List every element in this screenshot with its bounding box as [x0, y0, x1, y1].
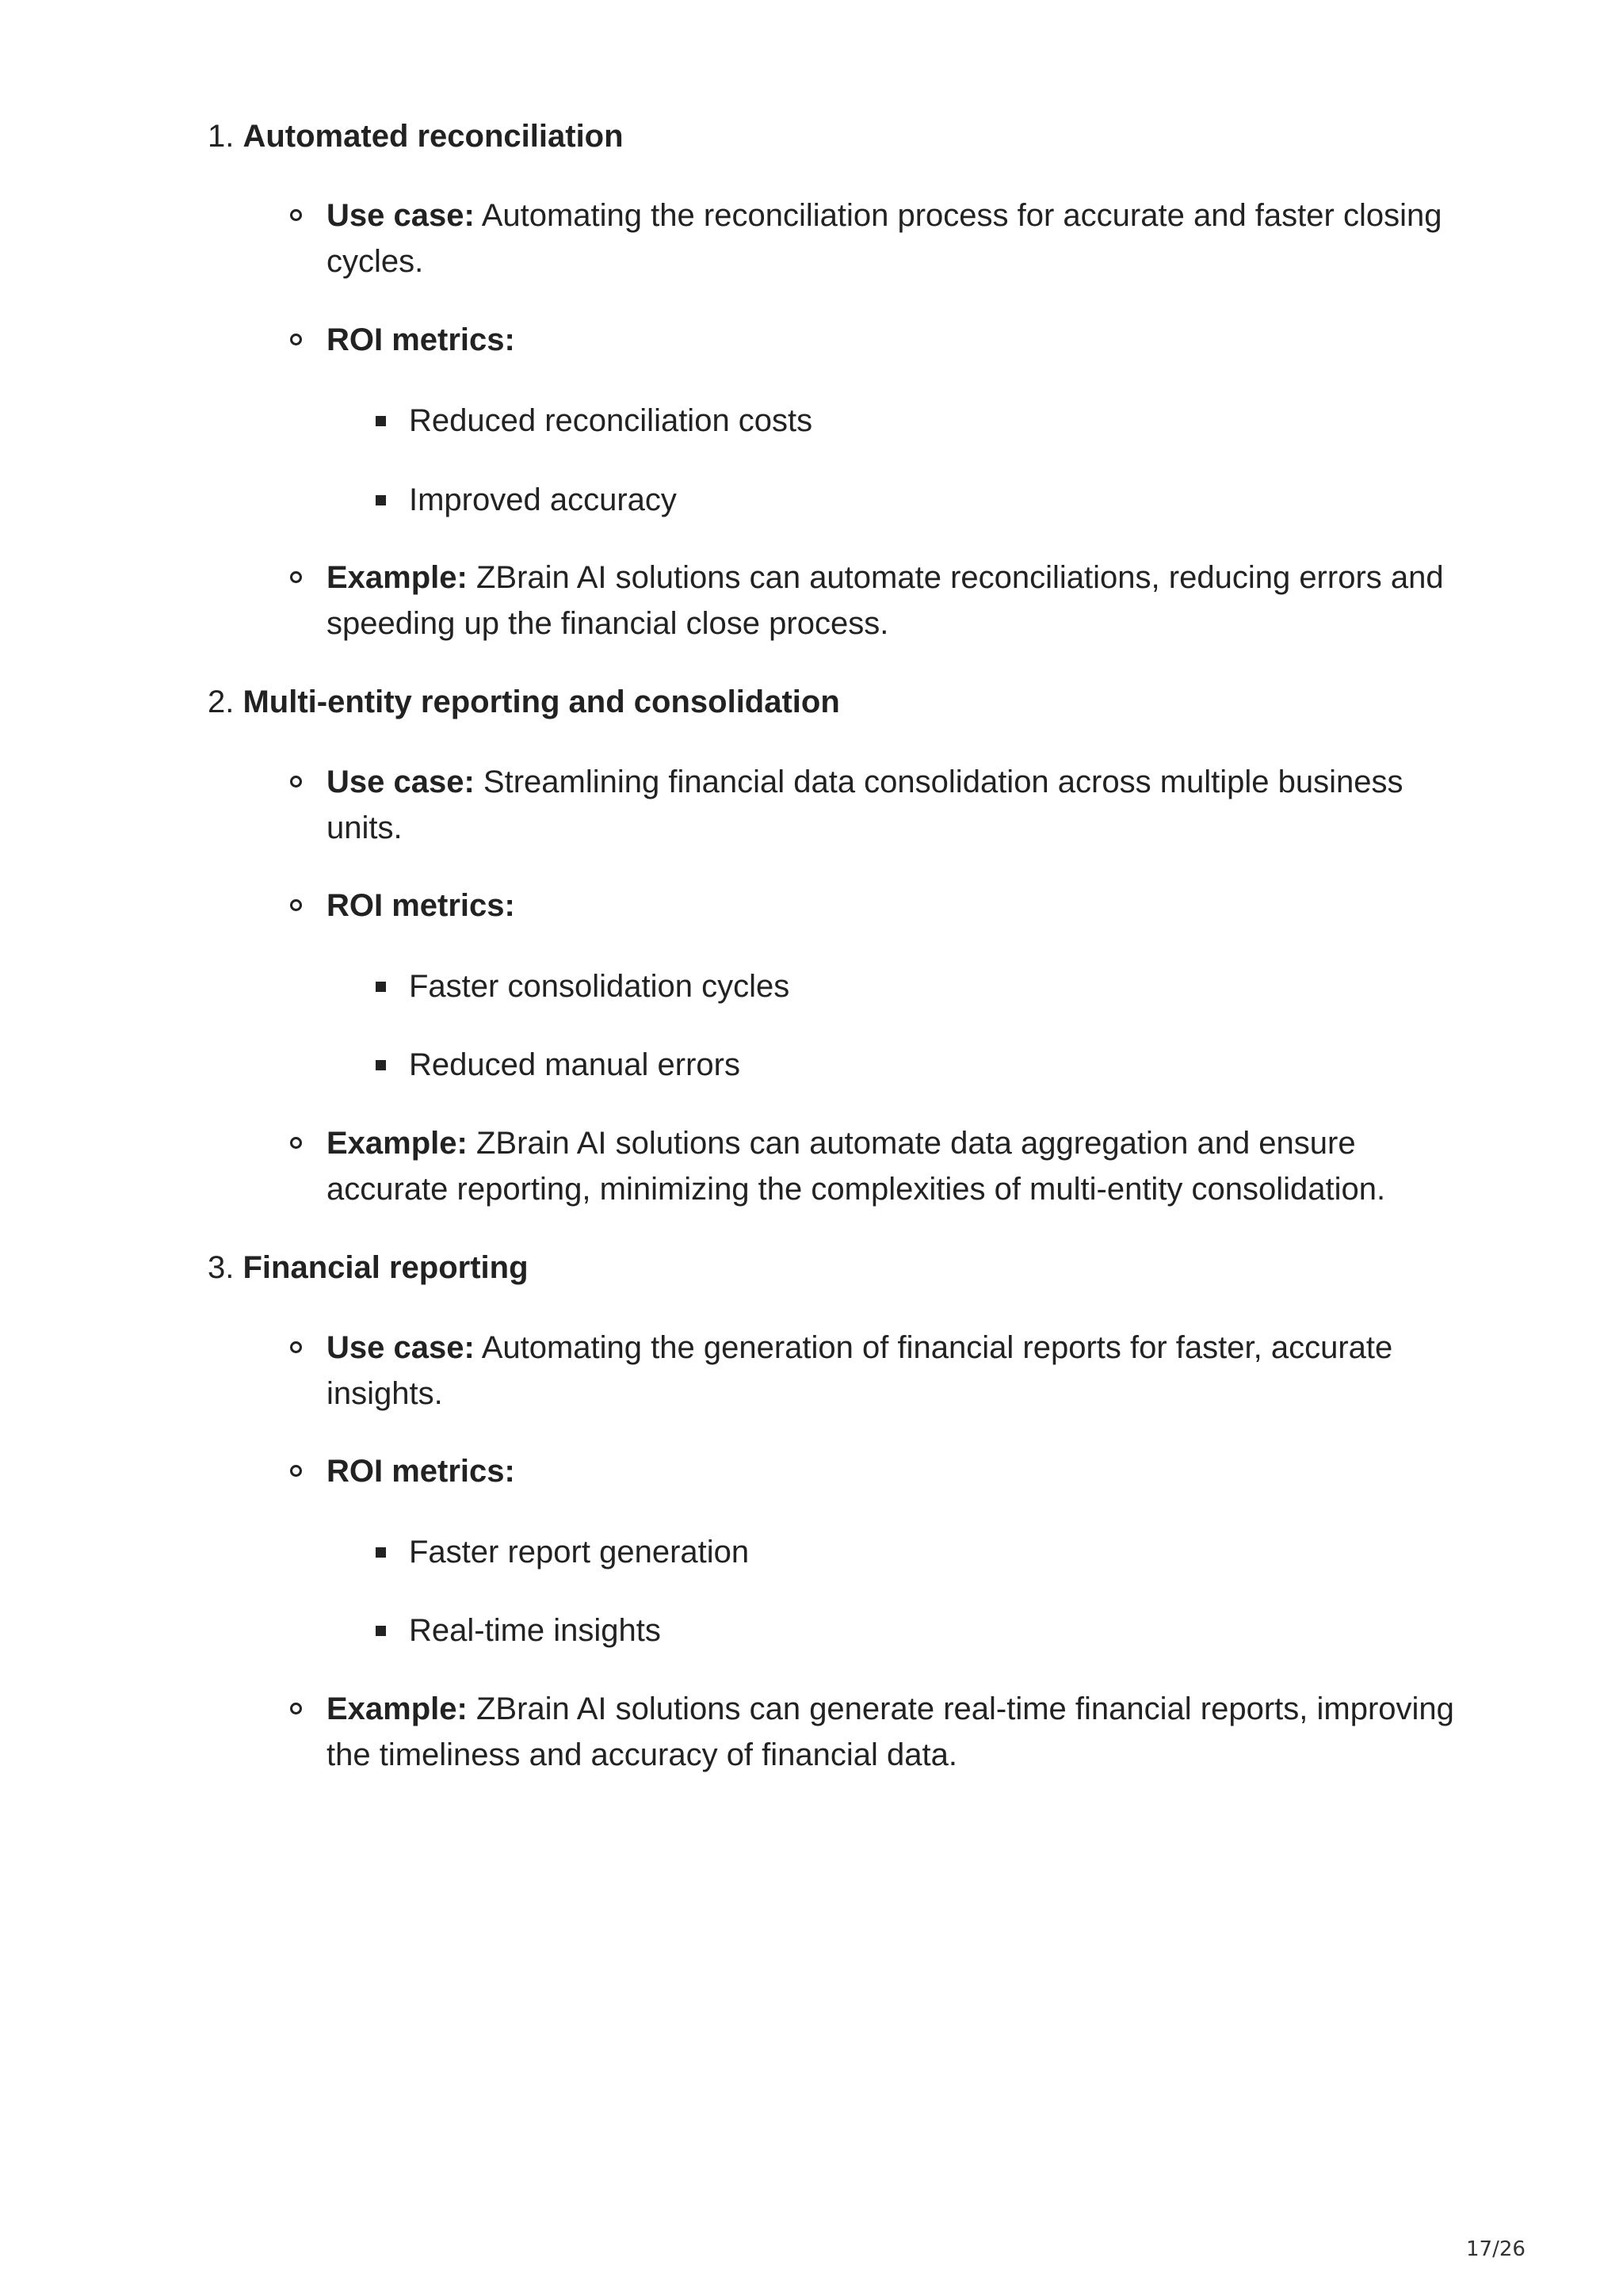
- hollow-circle-bullet-icon: [290, 1703, 302, 1714]
- roi-metrics-heading: [327, 883, 1468, 929]
- use-case-label: Use case:: [327, 1330, 475, 1365]
- use-case-label: Use case:: [327, 765, 475, 799]
- hollow-circle-bullet-icon: [290, 1465, 302, 1477]
- hollow-circle-bullet-icon: [290, 776, 302, 788]
- example-text: ZBrain AI solutions can generate real-time financial reports, improving the timeliness and accuracy of financial data.: [327, 1691, 1454, 1772]
- example-text: ZBrain AI solutions can automate data aggregation and ensure accurate reporting, minimizing the complexities of multi-entity consolidation.: [327, 1126, 1386, 1207]
- roi-metric-item: Reduced reconciliation costs: [409, 403, 813, 438]
- roi-metric-item: Faster report generation: [409, 1535, 750, 1569]
- square-bullet-icon: [376, 1626, 386, 1636]
- use-case-paragraph: [327, 193, 1468, 284]
- use-case-paragraph: [327, 1325, 1468, 1417]
- section-3-title: [208, 1245, 529, 1291]
- use-case-text: Streamlining financial data consolidation across multiple business units.: [327, 765, 1403, 845]
- roi-label: ROI metrics:: [327, 888, 515, 923]
- use-case-label: Use case:: [327, 198, 475, 233]
- section-number: 3.: [208, 1250, 235, 1285]
- roi-metrics-heading: [327, 317, 1468, 363]
- section-heading: Financial reporting: [242, 1250, 529, 1285]
- example-label: Example:: [327, 1126, 468, 1161]
- roi-metrics-heading: [327, 1448, 1468, 1494]
- section-2-title: [208, 679, 840, 725]
- example-paragraph: [327, 555, 1468, 646]
- square-bullet-icon: [376, 416, 386, 426]
- square-bullet-icon: [376, 495, 386, 505]
- roi-metric-item: Real-time insights: [409, 1613, 661, 1648]
- section-number: 1.: [208, 119, 235, 154]
- square-bullet-icon: [376, 982, 386, 992]
- example-paragraph: [327, 1120, 1468, 1212]
- roi-metric-item: Reduced manual errors: [409, 1047, 740, 1082]
- section-number: 2.: [208, 685, 235, 719]
- section-heading: Multi-entity reporting and consolidation: [242, 685, 840, 719]
- use-case-text: Automating the generation of financial reports for faster, accurate insights.: [327, 1330, 1393, 1411]
- section-1-title: [208, 113, 624, 159]
- hollow-circle-bullet-icon: [290, 571, 302, 583]
- example-text: ZBrain AI solutions can automate reconciliations, reducing errors and speeding up the financial close process.: [327, 560, 1444, 641]
- use-case-text: Automating the reconciliation process for accurate and faster closing cycles.: [327, 198, 1442, 279]
- page-number: 17/26: [1466, 2237, 1526, 2261]
- roi-metric-item: Faster consolidation cycles: [409, 969, 790, 1004]
- section-heading: Automated reconciliation: [242, 119, 624, 154]
- example-label: Example:: [327, 560, 468, 595]
- use-case-paragraph: [327, 759, 1468, 851]
- hollow-circle-bullet-icon: [290, 899, 302, 911]
- hollow-circle-bullet-icon: [290, 1137, 302, 1149]
- roi-metric-item: Improved accuracy: [409, 482, 677, 517]
- hollow-circle-bullet-icon: [290, 1341, 302, 1353]
- square-bullet-icon: [376, 1547, 386, 1558]
- hollow-circle-bullet-icon: [290, 334, 302, 345]
- hollow-circle-bullet-icon: [290, 209, 302, 221]
- roi-label: ROI metrics:: [327, 1454, 515, 1489]
- example-label: Example:: [327, 1691, 468, 1726]
- example-paragraph: [327, 1686, 1468, 1778]
- roi-label: ROI metrics:: [327, 322, 515, 357]
- square-bullet-icon: [376, 1060, 386, 1070]
